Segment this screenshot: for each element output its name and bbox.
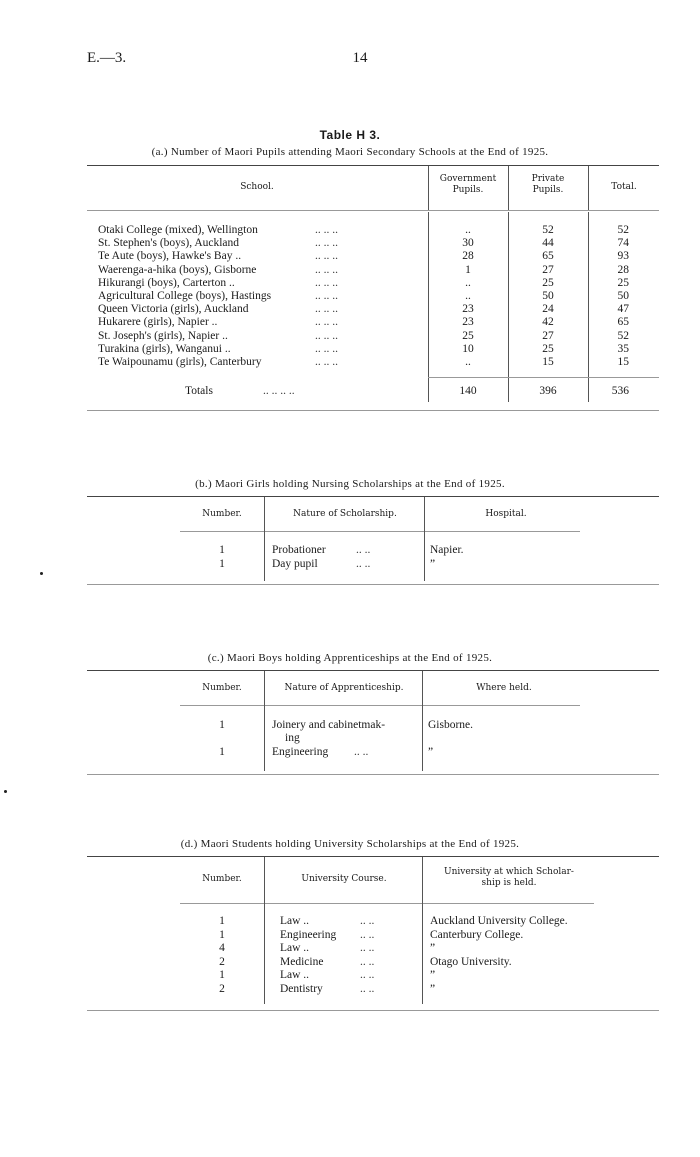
table-d-header-university: [424, 867, 594, 889]
table-c-header-rule: [180, 705, 580, 706]
government-pupils: ..: [465, 290, 471, 302]
university-name: Auckland University College.: [430, 915, 568, 927]
table-row: [0, 942, 700, 955]
leader-dots: .. ..: [360, 982, 375, 995]
student-count: 1: [219, 969, 225, 981]
header-line: University at which Scholar-: [444, 867, 574, 877]
scholarship-nature: Day pupil: [272, 557, 318, 570]
leader-dots: .. .. ..: [315, 276, 338, 289]
private-pupils: 50: [542, 290, 554, 302]
total-pupils: 52: [617, 329, 629, 342]
table-row: [0, 719, 700, 732]
leader-dots: .. ..: [360, 915, 375, 927]
table-row: [0, 983, 700, 996]
leader-dots: .. ..: [356, 557, 371, 570]
totals-private: 396: [539, 385, 557, 397]
leader-dots: .. .. ..: [315, 329, 338, 342]
where-held: Gisborne.: [428, 719, 474, 731]
table-row: [0, 250, 700, 263]
table-row: [0, 956, 700, 969]
header-line: Government: [439, 174, 497, 184]
table-row: [0, 264, 700, 277]
total-pupils: 25: [617, 276, 629, 289]
table-d-bottom-rule: [87, 1010, 659, 1011]
private-pupils: 65: [542, 250, 554, 263]
leader-dots: .. ..: [360, 928, 375, 941]
page-reference: E.—3.: [87, 50, 127, 66]
table-c-bottom-rule: [87, 774, 659, 775]
table-row-continuation: [0, 732, 700, 745]
header-line: ship is held.: [481, 878, 537, 888]
table-d-header-rule: [180, 903, 594, 904]
header-line: Pupils.: [532, 185, 564, 195]
apprenticeship-nature: Engineering: [272, 746, 329, 758]
student-count: 4: [219, 942, 225, 954]
leader-dots: .. ..: [354, 746, 369, 758]
apprentice-count: 1: [219, 746, 225, 758]
table-row: [0, 237, 700, 250]
table-b-caption: (b.) Maori Girls holding Nursing Scholarships at the End of 1925.: [195, 478, 505, 490]
hospital-name: Napier.: [430, 544, 464, 556]
total-pupils: 15: [617, 356, 629, 368]
table-a-vline: [428, 166, 429, 210]
scholarship-count: 1: [219, 557, 225, 570]
total-pupils: 52: [617, 224, 629, 236]
government-pupils: 23: [462, 303, 474, 316]
student-count: 1: [219, 928, 225, 941]
header-line: Pupils.: [452, 185, 484, 195]
school-name: St. Joseph's (girls), Napier ..: [98, 329, 228, 342]
leader-dots: .. ..: [360, 955, 375, 968]
leader-dots: .. ..: [356, 544, 371, 556]
totals-label: Totals: [185, 385, 213, 397]
apprenticeship-nature-cont: ing: [285, 732, 300, 744]
table-a-bottom-rule: [87, 410, 659, 411]
university-course: Medicine: [280, 955, 324, 968]
university-name: ”: [430, 982, 436, 995]
leader-dots: .. .. ..: [315, 250, 338, 263]
government-pupils: 30: [462, 237, 474, 250]
school-name: Otaki College (mixed), Wellington: [98, 224, 258, 236]
scan-speck: [4, 790, 7, 793]
table-a-totals-rule: [428, 377, 659, 378]
private-pupils: 24: [542, 303, 554, 316]
private-pupils: 27: [542, 263, 554, 276]
table-a-header-school: School.: [240, 182, 274, 192]
total-pupils: 50: [617, 290, 629, 302]
university-course: Dentistry: [280, 982, 323, 995]
table-row: [0, 316, 700, 329]
private-pupils: 44: [542, 237, 554, 250]
table-row: [0, 969, 700, 982]
private-pupils: 25: [542, 276, 554, 289]
table-c-header-number: Number.: [202, 683, 242, 693]
leader-dots: .. .. ..: [315, 303, 338, 316]
total-pupils: 65: [617, 316, 629, 329]
table-c-header-where: Where held.: [476, 683, 532, 693]
university-course: Law ..: [280, 969, 310, 981]
table-a-vline: [508, 166, 509, 210]
private-pupils: 25: [542, 342, 554, 355]
scan-speck: [40, 572, 43, 575]
table-label: Table H 3.: [319, 128, 381, 142]
table-row: [0, 330, 700, 343]
table-row: [0, 277, 700, 290]
table-b-header-rule: [180, 531, 580, 532]
total-pupils: 28: [617, 263, 629, 276]
total-pupils: 35: [617, 342, 629, 355]
student-count: 2: [219, 955, 225, 968]
table-b-top-rule: [87, 496, 659, 497]
school-name: Queen Victoria (girls), Auckland: [98, 303, 249, 316]
table-d-top-rule: [87, 856, 659, 857]
table-a-top-rule: [87, 165, 659, 166]
table-row: [0, 558, 700, 571]
government-pupils: ..: [465, 276, 471, 289]
university-course: Law ..: [280, 942, 310, 954]
table-c-top-rule: [87, 670, 659, 671]
table-row: [0, 915, 700, 928]
table-b-header-nature: Nature of Scholarship.: [293, 509, 397, 519]
table-b-bottom-rule: [87, 584, 659, 585]
university-course: Law ..: [280, 915, 310, 927]
government-pupils: ..: [465, 356, 471, 368]
school-name: Agricultural College (boys), Hastings: [98, 290, 272, 302]
private-pupils: 52: [542, 224, 554, 236]
table-c-caption: (c.) Maori Boys holding Apprenticeships at the End of 1925.: [207, 652, 493, 664]
table-b-header-number: Number.: [202, 509, 242, 519]
university-name: Canterbury College.: [430, 928, 524, 941]
table-a-totals-row: [0, 385, 700, 398]
table-row: [0, 746, 700, 759]
leader-dots: .. .. ..: [315, 342, 338, 355]
totals-leader-dots: .. .. .. ..: [263, 385, 295, 397]
private-pupils: 27: [542, 329, 554, 342]
university-course: Engineering: [280, 928, 337, 941]
table-row: [0, 356, 700, 369]
school-name: Te Aute (boys), Hawke's Bay ..: [98, 250, 242, 263]
table-c-header-nature: Nature of Apprenticeship.: [284, 683, 404, 693]
totals-total: 536: [611, 385, 629, 397]
school-name: Waerenga-a-hika (boys), Gisborne: [98, 263, 257, 276]
page-number: 14: [352, 50, 368, 66]
totals-government: 140: [459, 385, 477, 397]
table-b-header-hospital: Hospital.: [485, 509, 527, 519]
total-pupils: 93: [617, 250, 629, 263]
leader-dots: .. .. ..: [315, 237, 338, 250]
table-row: [0, 544, 700, 557]
school-name: St. Stephen's (boys), Auckland: [98, 237, 240, 250]
table-row: [0, 290, 700, 303]
table-a-header-rule: [87, 210, 659, 211]
leader-dots: .. .. ..: [315, 224, 338, 236]
leader-dots: .. ..: [360, 969, 375, 981]
leader-dots: .. .. ..: [315, 356, 338, 368]
table-row: [0, 224, 700, 237]
total-pupils: 74: [617, 237, 629, 250]
table-a-caption: (a.) Number of Maori Pupils attending Maori Secondary Schools at the End of 1925.: [151, 146, 549, 158]
university-name: ”: [430, 942, 436, 954]
table-row: [0, 303, 700, 316]
government-pupils: ..: [465, 224, 471, 236]
leader-dots: .. .. ..: [315, 263, 338, 276]
scholarship-nature: Probationer: [272, 544, 326, 556]
leader-dots: .. ..: [360, 942, 375, 954]
school-name: Turakina (girls), Wanganui ..: [98, 342, 231, 355]
student-count: 1: [219, 915, 225, 927]
university-name: Otago University.: [430, 955, 512, 968]
table-a-vline: [588, 166, 589, 210]
apprenticeship-nature: Joinery and cabinetmak-: [272, 719, 386, 731]
leader-dots: .. .. ..: [315, 290, 338, 302]
table-a-header-total: Total.: [611, 182, 637, 192]
table-a-header-government: [430, 174, 506, 196]
where-held: ”: [428, 746, 434, 758]
table-d-caption: (d.) Maori Students holding University Scholarships at the End of 1925.: [180, 838, 520, 850]
leader-dots: .. .. ..: [315, 316, 338, 329]
total-pupils: 47: [617, 303, 629, 316]
table-d-header-number: Number.: [202, 874, 242, 884]
private-pupils: 15: [542, 356, 554, 368]
government-pupils: 1: [465, 263, 471, 276]
table-row: [0, 929, 700, 942]
government-pupils: 28: [462, 250, 474, 263]
school-name: Hikurangi (boys), Carterton ..: [98, 276, 235, 289]
apprentice-count: 1: [219, 719, 225, 731]
table-a-header-private: [510, 174, 586, 196]
university-name: ”: [430, 969, 436, 981]
table-row: [0, 343, 700, 356]
table-d-header-course: University Course.: [301, 874, 387, 884]
hospital-name: ”: [430, 557, 436, 570]
government-pupils: 23: [462, 316, 474, 329]
header-line: Private: [531, 174, 565, 184]
private-pupils: 42: [542, 316, 554, 329]
government-pupils: 25: [462, 329, 474, 342]
school-name: Te Waipounamu (girls), Canterbury: [98, 356, 262, 368]
scholarship-count: 1: [219, 544, 225, 556]
student-count: 2: [219, 982, 225, 995]
government-pupils: 10: [462, 342, 474, 355]
school-name: Hukarere (girls), Napier ..: [98, 316, 218, 329]
